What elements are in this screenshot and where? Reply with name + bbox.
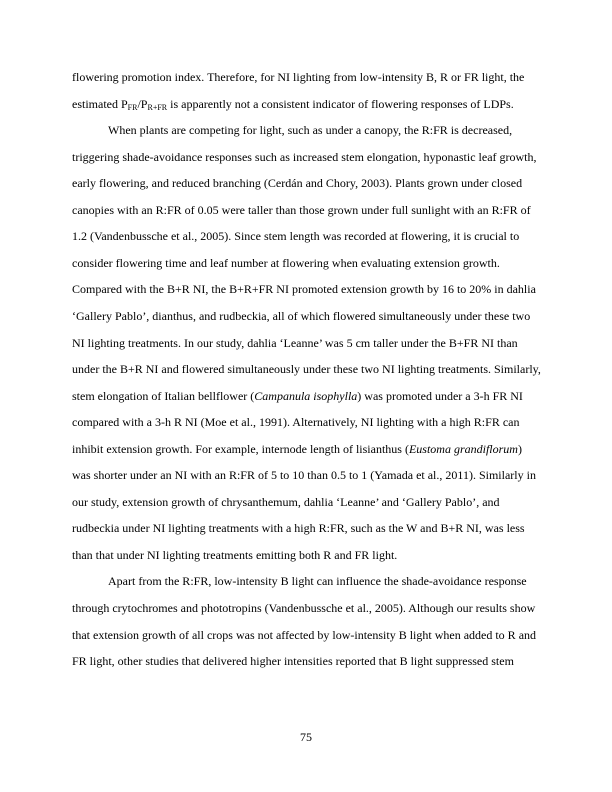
text-segment: Compared with the B+R NI, the B+R+FR NI promoted extension growth by 16 to 20% in dahlia (72, 282, 536, 297)
subscript-text: FR (127, 102, 138, 112)
text-line (72, 442, 522, 456)
text-segment: ) was promoted under a 3-h FR NI (357, 388, 523, 403)
text-line (72, 628, 536, 642)
text-line (108, 123, 512, 137)
text-line (72, 336, 518, 350)
text-line (72, 229, 519, 243)
text-segment: canopies with an R:FR of 0.05 were taller than those grown under full sunlight with an R:FR of (72, 202, 531, 217)
text-line (72, 415, 519, 429)
text-line (72, 548, 397, 562)
text-line (72, 495, 500, 509)
text-segment: stem elongation of Italian bellflower ( (72, 388, 255, 403)
text-segment: NI lighting treatments. In our study, dahlia ‘Leanne’ was 5 cm taller under the B+FR NI than (72, 335, 518, 350)
text-segment: compared with a 3-h R NI (Moe et al., 1991). Alternatively, NI lighting with a high R:FR can (72, 415, 520, 430)
text-segment: ‘Gallery Pablo’, dianthus, and rudbeckia, all of which flowered simultaneously under these two (72, 308, 531, 323)
subscript-text: R+FR (147, 102, 168, 112)
text-line (72, 389, 523, 403)
text-line (108, 574, 527, 588)
page-number: 75 (300, 730, 312, 744)
text-segment: triggering shade-avoidance responses such as increased stem elongation, hyponastic leaf growth, (72, 149, 537, 164)
italic-species-name: Campanula isophylla (254, 388, 358, 403)
text-line (72, 282, 536, 296)
text-segment: under the B+R NI and flowered simultaneously under these two NI lighting treatments. Similarly, (72, 362, 541, 377)
text-segment: our study, extension growth of chrysanthemum, dahlia ‘Leanne’ and ‘Gallery Pablo’, and (72, 494, 500, 509)
text-segment: early flowering, and reduced branching (Cerdán and Chory, 2003). Plants grown under closed (72, 176, 523, 191)
text-line (72, 468, 536, 482)
text-segment: FR light, other studies that delivered higher intensities reported that B light suppressed stem (72, 654, 514, 669)
text-line (72, 256, 500, 270)
text-line (72, 521, 525, 535)
text-line (72, 150, 537, 164)
text-segment: /P (137, 96, 148, 111)
text-line (72, 362, 541, 376)
text-segment: rudbeckia under NI lighting treatments with a high R:FR, such as the W and B+R NI, was less (72, 521, 525, 536)
text-segment: ) (517, 441, 522, 456)
text-segment: was shorter under an NI with an R:FR of 5 to 10 than 0.5 to 1 (Yamada et al., 2011). Similarly in (72, 468, 536, 483)
text-segment: Apart from the R:FR, low-intensity B light can influence the shade-avoidance response (108, 574, 527, 589)
text-segment: When plants are competing for light, such as under a canopy, the R:FR is decreased, (108, 123, 513, 138)
text-line (72, 176, 522, 190)
text-segment: that extension growth of all crops was not affected by low-intensity B light when added to R and (72, 627, 537, 642)
text-line (72, 97, 514, 115)
text-segment: consider flowering time and leaf number at flowering when evaluating extension growth. (72, 255, 500, 270)
text-line (72, 309, 530, 323)
text-segment: is apparently not a consistent indicator of flowering responses of LDPs. (167, 96, 514, 111)
text-segment: flowering promotion index. Therefore, for NI lighting from low-intensity B, R or FR light, the (72, 70, 525, 84)
italic-species-name: Eustoma grandiflorum (408, 441, 518, 456)
text-line (72, 654, 514, 668)
text-segment: inhibit extension growth. For example, internode length of lisianthus ( (72, 441, 409, 456)
text-segment: through crytochromes and phototropins (Vandenbussche et al., 2005). Although our results show (72, 601, 536, 615)
text-segment: 1.2 (Vandenbussche et al., 2005). Since stem length was recorded at flowering, it is crucial to (72, 229, 520, 244)
text-line (72, 70, 524, 84)
text-line (72, 601, 535, 615)
text-segment: estimated P (72, 96, 128, 111)
text-segment: than that under NI lighting treatments emitting both R and FR light. (72, 547, 398, 562)
text-line (72, 203, 531, 217)
